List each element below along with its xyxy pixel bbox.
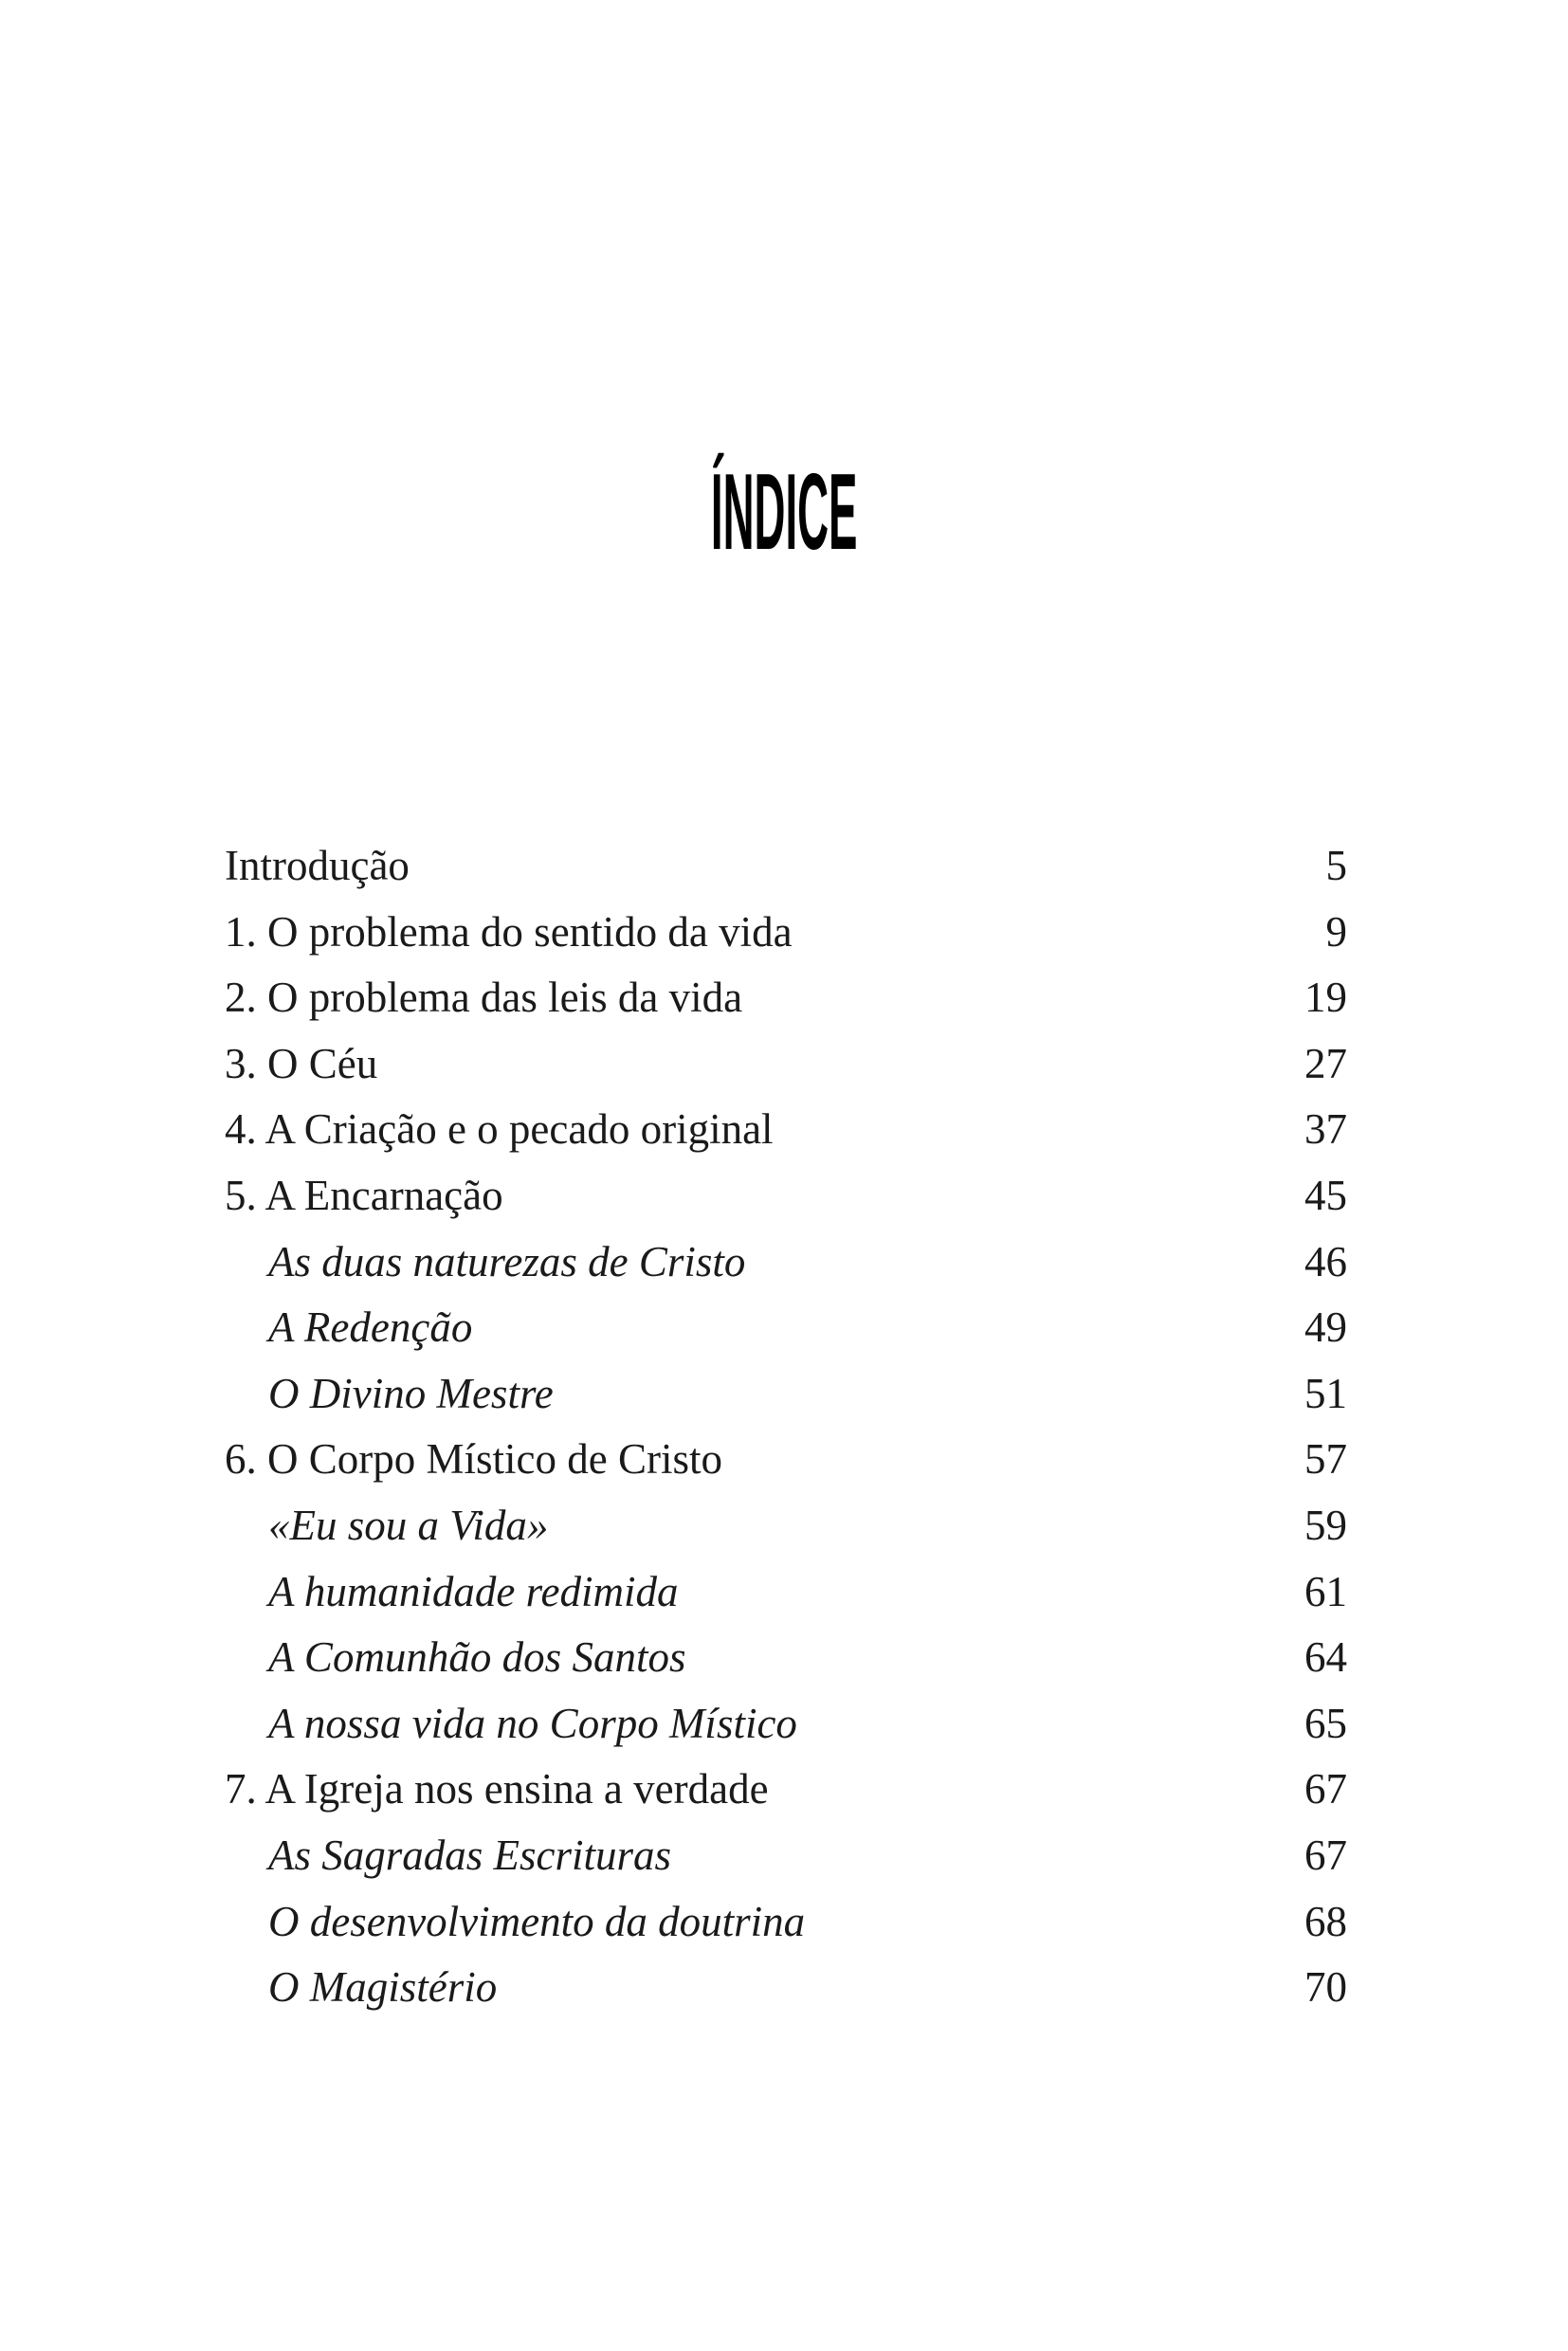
table-of-contents: [225, 833, 1347, 2021]
toc-subentry: [225, 1361, 1347, 1428]
toc-entry-label: 2. O problema das leis da vida: [225, 974, 743, 1022]
toc-entry: [225, 833, 1347, 900]
toc-entry-label: 4. A Criação e o pecado original: [225, 1105, 774, 1154]
page-title-text: ÍNDICE: [710, 452, 858, 574]
toc-entry-page: 19: [1304, 974, 1347, 1022]
toc-entry-label: As Sagradas Escrituras: [268, 1831, 672, 1879]
page-title: [0, 452, 1568, 574]
toc-entry-label: A Redenção: [268, 1303, 473, 1352]
toc-entry-page: 64: [1304, 1633, 1347, 1682]
toc-entry: [225, 1757, 1347, 1823]
toc-entry: [225, 1097, 1347, 1163]
toc-subentry: [225, 1625, 1347, 1691]
toc-entry: [225, 1031, 1347, 1098]
toc-entry-page: 46: [1304, 1237, 1347, 1285]
toc-entry-label: 7. A Igreja nos ensina a verdade: [225, 1765, 769, 1813]
toc-entry-label: 3. O Céu: [225, 1039, 378, 1087]
toc-entry: [225, 900, 1347, 966]
toc-entry-page: 70: [1304, 1963, 1347, 2012]
toc-subentry: [225, 1691, 1347, 1758]
toc-entry-label: Introdução: [225, 842, 410, 889]
toc-entry-label: O Magistério: [268, 1963, 498, 2012]
toc-entry-page: 27: [1304, 1039, 1347, 1087]
toc-entry-label: A nossa vida no Corpo Místico: [268, 1699, 797, 1747]
toc-entry-page: 59: [1304, 1501, 1347, 1549]
toc-entry-page: 65: [1304, 1699, 1347, 1747]
toc-subentry: [225, 1889, 1347, 1956]
toc-entry-label: «Eu sou a Vida»: [268, 1501, 549, 1549]
toc-entry-page: 57: [1304, 1435, 1347, 1484]
toc-entry-page: 9: [1325, 907, 1347, 956]
toc-entry-page: 67: [1304, 1831, 1347, 1879]
toc-entry-page: 61: [1304, 1567, 1347, 1615]
toc-entry-label: A Comunhão dos Santos: [268, 1633, 686, 1682]
toc-entry-page: 68: [1304, 1897, 1347, 1945]
toc-subentry: [225, 1955, 1347, 2021]
toc-entry: [225, 1427, 1347, 1493]
toc-entry-page: 45: [1304, 1171, 1347, 1219]
toc-subentry: [225, 1823, 1347, 1889]
toc-entry-label: 1. O problema do sentido da vida: [225, 907, 793, 956]
toc-entry-label: 6. O Corpo Místico de Cristo: [225, 1435, 722, 1484]
toc-subentry: [225, 1559, 1347, 1626]
toc-entry-label: 5. A Encarnação: [225, 1171, 503, 1219]
toc-entry-page: 49: [1304, 1303, 1347, 1352]
toc-entry-page: 5: [1325, 842, 1347, 889]
toc-entry-page: 37: [1304, 1105, 1347, 1154]
toc-entry-label: As duas naturezas de Cristo: [268, 1237, 746, 1285]
toc-entry-label: A humanidade redimida: [268, 1567, 679, 1615]
toc-subentry: [225, 1230, 1347, 1296]
toc-subentry: [225, 1493, 1347, 1559]
toc-subentry: [225, 1295, 1347, 1361]
toc-entry-label: O Divino Mestre: [268, 1369, 554, 1417]
toc-entry-page: 51: [1304, 1369, 1347, 1417]
toc-entry-page: 67: [1304, 1765, 1347, 1813]
toc-entry: [225, 1163, 1347, 1230]
toc-entry: [225, 965, 1347, 1031]
toc-entry-label: O desenvolvimento da doutrina: [268, 1897, 806, 1945]
